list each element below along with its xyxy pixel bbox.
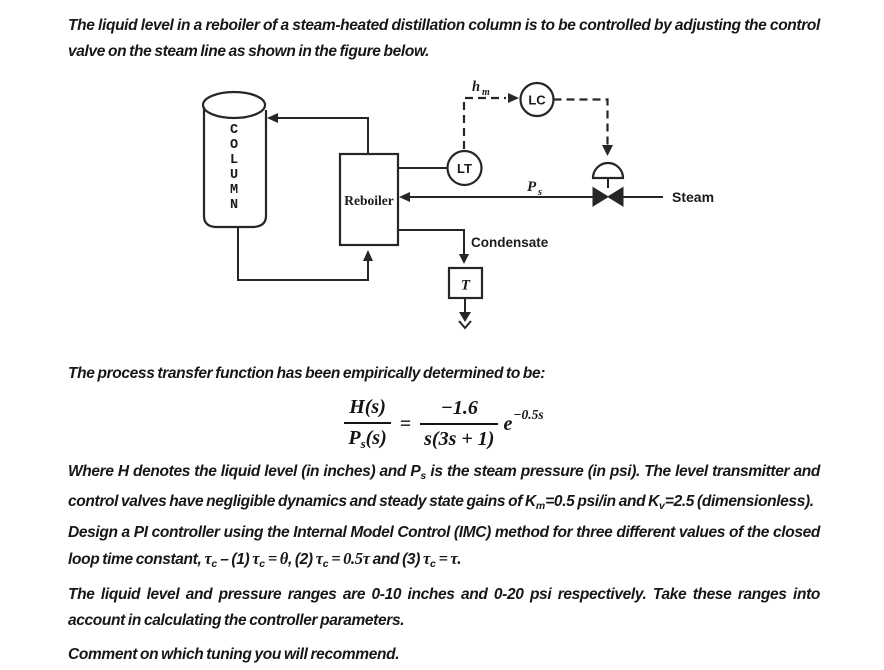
liquid-arrow-icon (363, 250, 373, 261)
valve-body-right-icon (608, 188, 623, 207)
math-run: = θ (265, 549, 288, 568)
signal-line-lc-valve (554, 100, 608, 146)
valve-signal-arrow-icon (602, 145, 613, 156)
den-base: P (348, 427, 361, 449)
condensate-line (398, 230, 464, 255)
subscript: s (420, 470, 427, 482)
subscript: c (322, 558, 329, 570)
lc-label: LC (528, 92, 546, 108)
math-run: = 0.5τ (328, 549, 370, 568)
vapor-arrow-icon (267, 113, 278, 123)
transfer-function-equation (68, 396, 820, 452)
rhs-denominator: s(3s + 1) (420, 423, 498, 451)
trap-label: T (460, 277, 471, 294)
valve-actuator-icon (593, 163, 623, 178)
tau-symbol: τ (252, 549, 260, 568)
condensate-label: Condensate (471, 235, 549, 250)
column-top-rim (203, 92, 265, 118)
subscript: v (659, 500, 665, 512)
lhs-numerator: H(s) (349, 396, 386, 418)
column-letter: M (229, 183, 239, 198)
subscript: c (259, 558, 266, 570)
text-run: Design a PI controller using the Internal Model Control (IMC) method for three different values of the closed loop time constant, (68, 524, 820, 568)
exponential-exponent: −0.5s (513, 407, 544, 422)
hm-subscript: m (482, 87, 490, 98)
equals-sign: = (399, 412, 412, 435)
ps-label: P (527, 179, 537, 195)
outlet-arrow-icon (459, 312, 471, 322)
signal-arrow-icon (508, 93, 519, 103)
tau-symbol: τ (204, 549, 212, 568)
text-run: Where H denotes the liquid level (in inches) and P (68, 463, 421, 480)
outlet-chevron-icon (459, 321, 471, 328)
den-subscript: s (360, 436, 366, 451)
tau-symbol: τ (315, 549, 323, 568)
vapor-line (276, 118, 368, 155)
condensate-arrow-icon (459, 254, 469, 264)
ranges-paragraph: The liquid level and pressure ranges are 0-10 inches and 0-20 psi respectively. Take these ranges into account in calculating the controller parameters. (68, 586, 820, 629)
column-letter: O (229, 138, 239, 153)
where-paragraph (68, 459, 820, 519)
process-diagram (0, 75, 884, 337)
design-paragraph (68, 520, 820, 577)
hm-label: h (472, 79, 481, 95)
reboiler-label: Reboiler (344, 193, 394, 208)
text-run: and (3) (369, 551, 423, 568)
column-letter: N (229, 198, 239, 213)
ps-subscript: s (538, 187, 543, 198)
lhs-fraction (344, 396, 390, 452)
column-letter: C (229, 123, 239, 138)
intro-paragraph: The liquid level in a reboiler of a steam-heated distillation column is to be controlled by adjusting the control valve on the steam line as shown in the figure below. (68, 17, 820, 60)
text-run: , (2) (287, 551, 316, 568)
subscript: c (211, 558, 218, 570)
text-run: is the steam pressure (in psi). The level transmitter and control valves have negligible dynamics and steady state gains of K (68, 463, 820, 510)
liquid-return-line (238, 227, 368, 280)
lt-label: LT (457, 161, 472, 176)
tau-symbol: τ (422, 549, 430, 568)
signal-line-lt-lc (464, 98, 506, 149)
lhs-denominator (344, 422, 390, 452)
process-paragraph: The process transfer function has been empirically determined to be: (68, 365, 546, 382)
subscript: m (535, 500, 546, 512)
comment-paragraph: Comment on which tuning you will recommend. (68, 646, 400, 663)
text-run: =2.5 (dimensionless). (664, 493, 814, 510)
column-letter: U (229, 168, 239, 183)
rhs-numerator: −1.6 (440, 397, 478, 419)
steam-arrow-icon (399, 192, 410, 202)
den-rest: (s) (365, 427, 387, 449)
valve-body-left-icon (593, 188, 608, 207)
text-run: =0.5 psi/in and K (545, 493, 660, 510)
steam-label: Steam (672, 189, 715, 205)
math-run: = τ. (435, 549, 462, 568)
subscript: c (429, 558, 436, 570)
column-letter: L (229, 153, 239, 168)
exponential-base: e (503, 412, 513, 435)
rhs-fraction (420, 397, 498, 451)
text-run: – (1) (217, 551, 253, 568)
